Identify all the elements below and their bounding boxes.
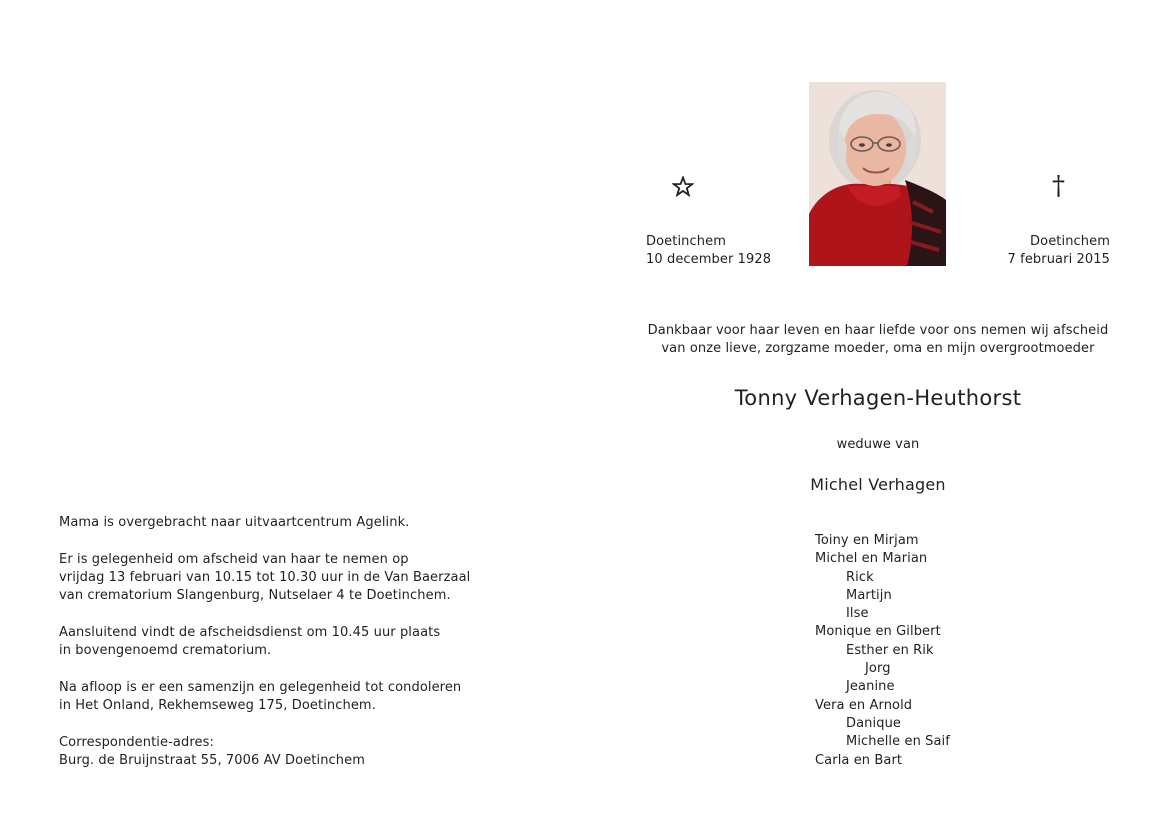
arrangements-paragraph-5 bbox=[59, 734, 529, 771]
text-line: Burg. de Bruijnstraat 55, 7006 AV Doetinchem bbox=[59, 752, 365, 768]
text-line: Correspondentie-adres: bbox=[59, 734, 214, 750]
cross-icon: † bbox=[1052, 171, 1065, 201]
family-member: Toiny en Mirjam bbox=[815, 533, 919, 548]
arrangements-text bbox=[59, 514, 529, 788]
text-line: Na afloop is er een samenzijn en gelegenheid tot condoleren bbox=[59, 679, 462, 695]
text-line: vrijdag 13 februari van 10.15 tot 10.30 uur in de Van Baerzaal bbox=[59, 569, 471, 585]
widow-label: weduwe van bbox=[836, 437, 920, 452]
family-member: Jorg bbox=[865, 661, 891, 677]
text-line: in bovengenoemd crematorium. bbox=[59, 643, 272, 659]
arrangements-paragraph-3 bbox=[59, 624, 529, 661]
family-member: Monique en Gilbert bbox=[815, 624, 941, 640]
arrangements-paragraph-4 bbox=[59, 679, 529, 716]
family-member: Ilse bbox=[846, 606, 869, 622]
intro-line-2: van onze lieve, zorgzame moeder, oma en mijn overgrootmoeder bbox=[661, 341, 1095, 357]
family-member: Esther en Rik bbox=[846, 642, 934, 658]
arrangements-paragraph-1 bbox=[59, 514, 529, 532]
family-member: Carla en Bart bbox=[815, 752, 903, 768]
text-line: in Het Onland, Rekhemseweg 175, Doetinchem. bbox=[59, 697, 376, 713]
family-list bbox=[815, 532, 1065, 770]
portrait-photo bbox=[809, 82, 946, 266]
family-member: Jeanine bbox=[846, 679, 895, 695]
birth-place: Doetinchem bbox=[646, 234, 726, 249]
spouse-name: Michel Verhagen bbox=[810, 475, 946, 494]
death-place: Doetinchem bbox=[1030, 234, 1110, 249]
family-member: Vera en Arnold bbox=[815, 697, 913, 713]
text-line: Mama is overgebracht naar uitvaartcentrum Agelink. bbox=[59, 515, 410, 530]
intro-text bbox=[600, 322, 1156, 359]
death-info bbox=[980, 233, 1110, 270]
family-member: Michelle en Saif bbox=[846, 734, 950, 750]
text-line: van crematorium Slangenburg, Nutselaer 4 te Doetinchem. bbox=[59, 588, 451, 604]
family-member: Rick bbox=[846, 569, 874, 585]
death-date: 7 februari 2015 bbox=[1007, 252, 1110, 268]
star-icon bbox=[672, 176, 694, 198]
birth-date: 10 december 1928 bbox=[646, 252, 772, 268]
intro-line-1: Dankbaar voor haar leven en haar liefde voor ons nemen wij afscheid bbox=[647, 323, 1109, 338]
text-line: Er is gelegenheid om afscheid van haar te nemen op bbox=[59, 551, 409, 567]
deceased-name: Tonny Verhagen-Heuthorst bbox=[734, 386, 1022, 410]
birth-info bbox=[646, 233, 771, 270]
arrangements-paragraph-2 bbox=[59, 551, 529, 606]
family-member: Danique bbox=[846, 715, 902, 731]
text-line: Aansluitend vindt de afscheidsdienst om 10.45 uur plaats bbox=[59, 624, 441, 640]
family-member: Martijn bbox=[846, 587, 892, 603]
family-member: Michel en Marian bbox=[815, 551, 928, 567]
